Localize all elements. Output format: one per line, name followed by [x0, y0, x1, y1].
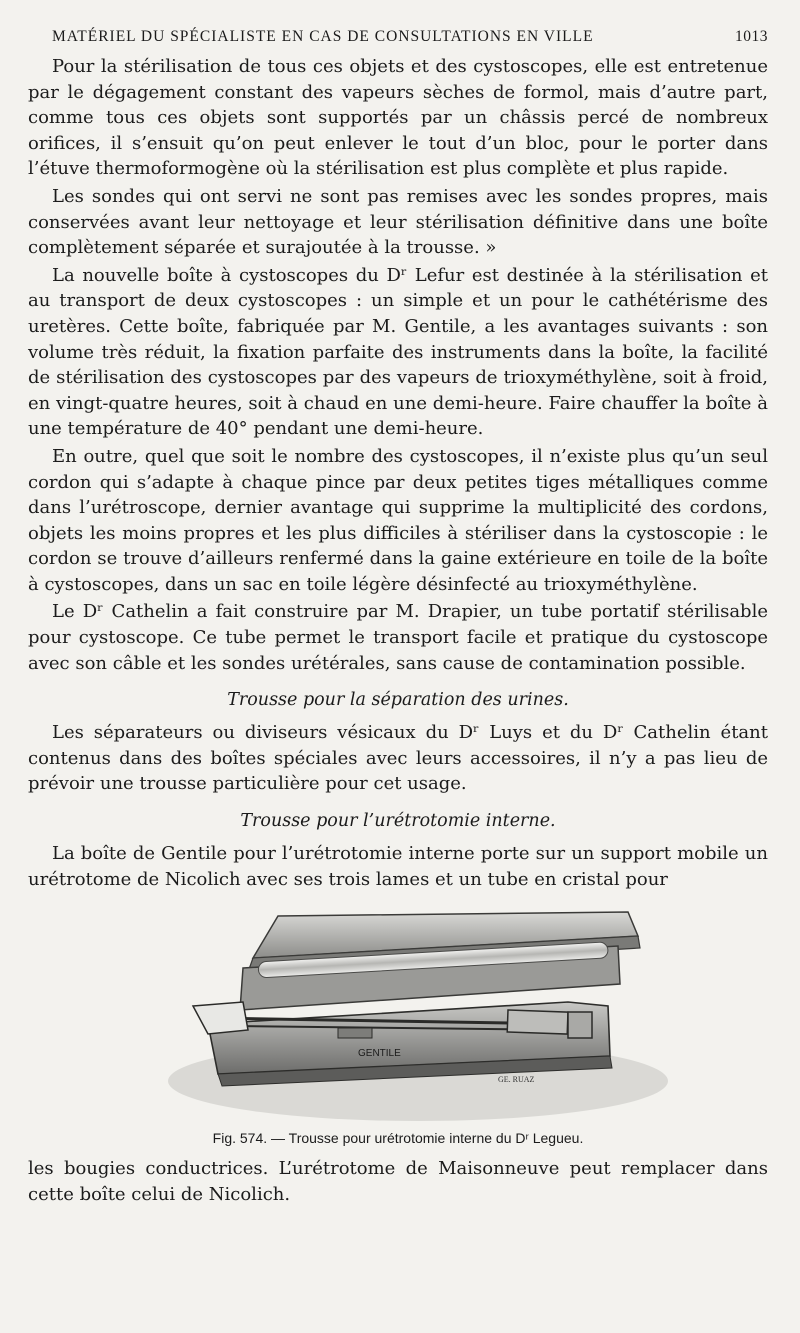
figure-caption: Fig. 574. — Trousse pour urétrotomie interne du Dʳ Legueu.: [212, 1130, 584, 1147]
section-title-uretrotomie: Trousse pour l’urétrotomie interne.: [240, 811, 556, 832]
section-text-uretrotomie: La boîte de Gentile pour l’urétrotomie interne porte sur un support mobile un urétrotome de Nicolich avec ses trois lames et un tube en cristal pour: [28, 843, 768, 890]
section-text-separation: Les séparateurs ou diviseurs vésicaux du Dʳ Luys et du Dʳ Cathelin étant contenus dans des boîtes spéciales avec leurs accessoires, il n’y a pas lieu de prévoir une trousse particulière pour cet usage.: [28, 722, 768, 795]
paragraph-5: Le Dʳ Cathelin a fait construire par M. Drapier, un tube portatif stérilisable pour cystoscope. Ce tube permet le transport facile et pratique du cystoscope avec son câble et les sondes urétérales, sans cause de contamination possible.: [28, 601, 768, 674]
box-maker-label: GENTILE: [358, 1048, 401, 1060]
paragraph-4: En outre, quel que soit le nombre des cystoscopes, il n’existe plus qu’un seul cordon qui s’adapte à chaque pince par deux petites tiges métalliques comme dans l’urétroscope, dernier avantage qui supprime la multiplicité des cordons, objets les moins propres et les plus difficiles à stériliser dans la cystoscopie : le cordon se trouve d’ailleurs renfermé dans la gaine extérieure en toile de la boîte à cystoscopes, dans un sac en toile légère désinfecté au trioxyméthylène.: [28, 445, 768, 595]
paragraph-3: La nouvelle boîte à cystoscopes du Dʳ Lefur est destinée à la stérilisation et au transport de deux cystoscopes : un simple et un pour le cathétérisme des uretères. Cette boîte, fabriquée par M. Gentile, a les avantages suivants : son volume très réduit, la fixation parfaite des instruments dans la boîte, la facilité de stérilisation des cystoscopes par des vapeurs de trioxyméthylène, soit à froid, en vingt-quatre heures, soit à chaud en une demi-heure. Faire chauffer la boîte à une température de 40° pendant une demi-heure.: [28, 264, 768, 440]
closing-paragraph: les bougies conductrices. L’urétrotome de Maisonneuve peut remplacer dans cette boîte celui de Nicolich.: [28, 1158, 768, 1205]
engraver-mark: GE. RUAZ: [498, 1075, 535, 1085]
instrument-box-illustration: [148, 906, 688, 1126]
page: [28, 28, 768, 1207]
figure-instrument-box: [148, 906, 688, 1126]
running-head: [52, 28, 768, 46]
header-title: MATÉRIEL DU SPÉCIALISTE EN CAS DE CONSULTATIONS EN VILLE: [52, 28, 594, 45]
paragraph-2: Les sondes qui ont servi ne sont pas remises avec les sondes propres, mais conservées avant leur nettoyage et leur stérilisation définitive dans une boîte complètement séparée et surajoutée à la trousse. »: [28, 185, 768, 259]
paragraph-1: Pour la stérilisation de tous ces objets et des cystoscopes, elle est entretenue par le dégagement constant des vapeurs sèches de formol, mais d’autre part, comme tous ces objets sont supportés par un châssis percé de nombreux orifices, il s’ensuit qu’on peut enlever le tout d’un bloc, pour le porter dans l’étuve thermoformogène où la stérilisation est plus complète et plus rapide.: [28, 56, 768, 180]
section-title-separation: Trousse pour la séparation des urines.: [227, 690, 569, 711]
page-number: 1013: [735, 28, 768, 45]
